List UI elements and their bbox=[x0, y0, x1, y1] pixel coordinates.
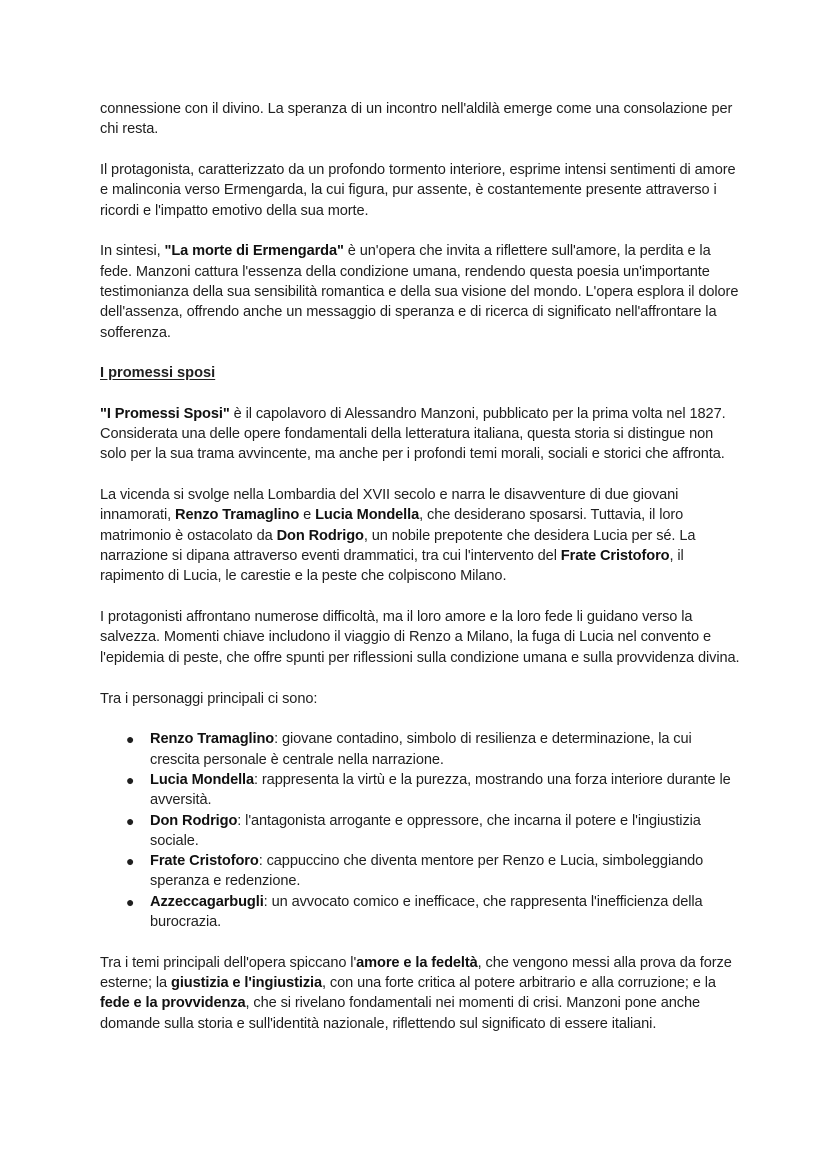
character-name: Don Rodrigo bbox=[150, 812, 238, 829]
character-name: Renzo Tramaglino bbox=[150, 731, 275, 748]
bold-renzo: Renzo Tramaglino bbox=[175, 507, 300, 524]
bullet-icon: ● bbox=[126, 853, 135, 870]
paragraph-themes bbox=[100, 953, 740, 1034]
bold-lucia: Lucia Mondella bbox=[315, 507, 420, 524]
bold-title-promessi-sposi: "I Promessi Sposi" bbox=[100, 405, 230, 422]
bold-title-ermengarda: "La morte di Ermengarda" bbox=[164, 243, 344, 260]
document-page bbox=[100, 99, 740, 1054]
character-name: Lucia Mondella bbox=[150, 771, 255, 788]
text: La vicenda si svolge nella Lombardia del XVII secolo e narra le disavventure di due giovani innamorati, bbox=[100, 487, 679, 524]
list-item bbox=[100, 811, 740, 852]
character-desc: : giovane contadino, simbolo di resilienza e determinazione, la cui crescita personale è centrale nella narrazione. bbox=[150, 731, 692, 768]
paragraph-divine-connection: connessione con il divino. La speranza di un incontro nell'aldilà emerge come una consolazione per chi resta. bbox=[100, 101, 733, 138]
list-item bbox=[100, 892, 740, 933]
character-desc: : l'antagonista arrogante e oppressore, che incarna il potere e l'ingiustizia sociale. bbox=[150, 812, 701, 849]
paragraph-summary-ermengarda bbox=[100, 241, 740, 342]
text: è un'opera che invita a riflettere sull'amore, la perdita e la fede. Manzoni cattura l'essenza della condizione umana, rendendo questa poesia un'importante testimonianza della sua sensibilità romantica e della sua visione del mondo. L'opera esplora il dolore dell'assenza, offrendo anche un messaggio di speranza e di ricerca di significato nell'affrontare la sofferenza. bbox=[100, 243, 739, 341]
paragraph-plot bbox=[100, 485, 740, 586]
bullet-icon: ● bbox=[126, 812, 135, 829]
list-item bbox=[100, 770, 740, 811]
text: e bbox=[299, 507, 316, 524]
character-desc: : cappuccino che diventa mentore per Renzo e Lucia, simboleggiando speranza e redenzione. bbox=[150, 853, 704, 890]
bold-theme-justice: giustizia e l'ingiustizia bbox=[171, 975, 322, 992]
section-heading-promessi-sposi: I promessi sposi bbox=[100, 365, 216, 382]
list-item bbox=[100, 851, 740, 892]
character-desc: : un avvocato comico e inefficace, che rappresenta l'inefficienza della burocrazia. bbox=[150, 893, 703, 930]
bold-don-rodrigo: Don Rodrigo bbox=[276, 527, 364, 544]
text: , che si rivelano fondamentali nei momenti di crisi. Manzoni pone anche domande sulla storia e sull'identità nazionale, riflettendo sul significato di essere italiani. bbox=[100, 995, 700, 1032]
text: , un nobile prepotente che desidera Lucia per sé. La narrazione si dipana attraverso eventi drammatici, tra cui l'intervento del bbox=[100, 527, 696, 565]
bold-frate-cristoforo: Frate Cristoforo bbox=[560, 548, 670, 565]
bullet-icon: ● bbox=[126, 731, 135, 748]
character-name: Frate Cristoforo bbox=[150, 853, 259, 870]
text: è il capolavoro di Alessandro Manzoni, pubblicato per la prima volta nel 1827. Considerata una delle opere fondamentali della letteratura italiana, questa storia si distingue non solo per la sua trama avvincente, ma anche per i profondi temi morali, sociali e storici che affronta. bbox=[100, 405, 726, 463]
bold-theme-love: amore e la fedeltà bbox=[356, 954, 478, 971]
bullet-icon: ● bbox=[126, 771, 135, 788]
text: , che vengono messi alla prova da forze esterne; la bbox=[100, 954, 732, 992]
bullet-icon: ● bbox=[126, 893, 135, 910]
list-item bbox=[100, 729, 740, 770]
bold-theme-faith: fede e la provvidenza bbox=[100, 995, 246, 1012]
text: , con una forte critica al potere arbitrario e alla corruzione; e la bbox=[321, 975, 716, 992]
paragraph-protagonist: Il protagonista, caratterizzato da un profondo tormento interiore, esprime intensi sentimenti di amore e malinconia verso Ermengarda, la cui figura, pur assente, è costantemente presente attraverso i ricordi e l'impatto emotivo della sua morte. bbox=[100, 162, 736, 219]
text: Tra i temi principali dell'opera spiccano l' bbox=[100, 954, 357, 971]
paragraph-promessi-sposi-intro bbox=[100, 404, 740, 465]
text: In sintesi, bbox=[100, 243, 165, 260]
paragraph-characters-intro: Tra i personaggi principali ci sono: bbox=[100, 690, 318, 707]
character-name: Azzeccagarbugli bbox=[150, 893, 264, 910]
characters-list bbox=[100, 729, 740, 932]
character-desc: : rappresenta la virtù e la purezza, mostrando una forza interiore durante le avversità. bbox=[150, 771, 731, 809]
text: , che desiderano sposarsi. Tuttavia, il loro matrimonio è ostacolato da bbox=[100, 507, 684, 544]
paragraph-protagonists: I protagonisti affrontano numerose difficoltà, ma il loro amore e la loro fede li guidano verso la salvezza. Momenti chiave includono il viaggio di Renzo a Milano, la fuga di Lucia nel convento e l'epidemia di peste, che offre spunti per riflessioni sulla condizione umana e sulla provvidenza divina. bbox=[100, 609, 740, 666]
text: , il rapimento di Lucia, le carestie e la peste che colpiscono Milano. bbox=[100, 548, 684, 585]
